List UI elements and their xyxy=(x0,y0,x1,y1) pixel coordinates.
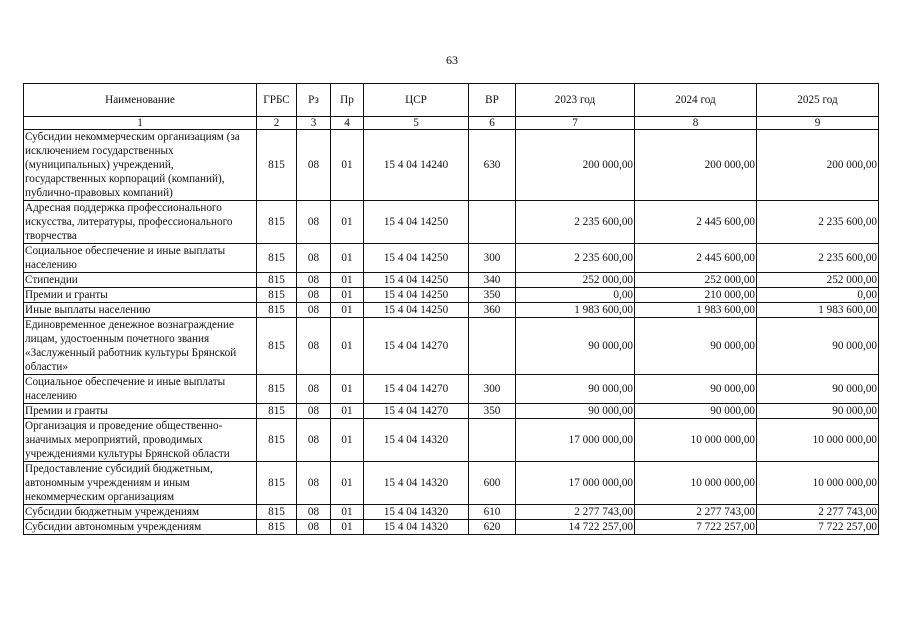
rz-cell: 08 xyxy=(297,273,331,288)
table-row xyxy=(24,318,879,375)
amount-2025-cell: 2 277 743,00 xyxy=(757,505,879,520)
row-name-cell: Премии и гранты xyxy=(24,288,257,303)
amount-2024-cell: 210 000,00 xyxy=(635,288,757,303)
vr-cell: 340 xyxy=(469,273,516,288)
row-name-cell: Единовременное денежное вознаграждение лицам, удостоенным почетного звания «Заслуженный работник культуры Брянской области» xyxy=(24,318,257,375)
col-number: 3 xyxy=(297,117,331,130)
amount-2023-cell: 0,00 xyxy=(516,288,635,303)
table-row xyxy=(24,520,879,535)
amount-2024-cell: 2 445 600,00 xyxy=(635,244,757,273)
rz-cell: 08 xyxy=(297,303,331,318)
table-row xyxy=(24,273,879,288)
csr-cell: 15 4 04 14250 xyxy=(364,288,469,303)
col-number: 7 xyxy=(516,117,635,130)
vr-cell: 630 xyxy=(469,130,516,201)
csr-cell: 15 4 04 14250 xyxy=(364,303,469,318)
csr-cell: 15 4 04 14320 xyxy=(364,419,469,462)
rz-cell: 08 xyxy=(297,419,331,462)
col-header-grbs: ГРБС xyxy=(257,84,297,117)
amount-2023-cell: 17 000 000,00 xyxy=(516,462,635,505)
amount-2024-cell: 200 000,00 xyxy=(635,130,757,201)
table-row xyxy=(24,404,879,419)
pr-cell: 01 xyxy=(331,404,364,419)
row-name-cell: Организация и проведение общественно-значимых мероприятий, проводимых учреждениями культуры Брянской области xyxy=(24,419,257,462)
pr-cell: 01 xyxy=(331,244,364,273)
pr-cell: 01 xyxy=(331,318,364,375)
pr-cell: 01 xyxy=(331,303,364,318)
pr-cell: 01 xyxy=(331,419,364,462)
table-row xyxy=(24,244,879,273)
row-name-cell: Иные выплаты населению xyxy=(24,303,257,318)
amount-2025-cell: 90 000,00 xyxy=(757,375,879,404)
amount-2024-cell: 90 000,00 xyxy=(635,404,757,419)
col-number: 1 xyxy=(24,117,257,130)
col-header-pr: Пр xyxy=(331,84,364,117)
csr-cell: 15 4 04 14270 xyxy=(364,375,469,404)
column-number-row xyxy=(24,117,879,130)
csr-cell: 15 4 04 14250 xyxy=(364,273,469,288)
amount-2025-cell: 2 235 600,00 xyxy=(757,244,879,273)
row-name-cell: Субсидии бюджетным учреждениям xyxy=(24,505,257,520)
amount-2025-cell: 0,00 xyxy=(757,288,879,303)
row-name-cell: Адресная поддержка профессионального искусства, литературы, профессионального творчества xyxy=(24,201,257,244)
amount-2023-cell: 1 983 600,00 xyxy=(516,303,635,318)
rz-cell: 08 xyxy=(297,404,331,419)
grbs-cell: 815 xyxy=(257,201,297,244)
grbs-cell: 815 xyxy=(257,505,297,520)
amount-2025-cell: 90 000,00 xyxy=(757,318,879,375)
vr-cell: 350 xyxy=(469,288,516,303)
row-name-cell: Субсидии автономным учреждениям xyxy=(24,520,257,535)
amount-2023-cell: 90 000,00 xyxy=(516,404,635,419)
row-name-cell: Социальное обеспечение и иные выплаты населению xyxy=(24,375,257,404)
grbs-cell: 815 xyxy=(257,130,297,201)
rz-cell: 08 xyxy=(297,288,331,303)
grbs-cell: 815 xyxy=(257,375,297,404)
grbs-cell: 815 xyxy=(257,404,297,419)
vr-cell: 620 xyxy=(469,520,516,535)
amount-2023-cell: 200 000,00 xyxy=(516,130,635,201)
row-name-cell: Премии и гранты xyxy=(24,404,257,419)
csr-cell: 15 4 04 14250 xyxy=(364,244,469,273)
col-header-2024: 2024 год xyxy=(635,84,757,117)
pr-cell: 01 xyxy=(331,273,364,288)
amount-2025-cell: 1 983 600,00 xyxy=(757,303,879,318)
col-number: 5 xyxy=(364,117,469,130)
csr-cell: 15 4 04 14320 xyxy=(364,520,469,535)
amount-2025-cell: 90 000,00 xyxy=(757,404,879,419)
rz-cell: 08 xyxy=(297,130,331,201)
col-header-vr: ВР xyxy=(469,84,516,117)
amount-2023-cell: 90 000,00 xyxy=(516,375,635,404)
csr-cell: 15 4 04 14320 xyxy=(364,462,469,505)
amount-2023-cell: 14 722 257,00 xyxy=(516,520,635,535)
amount-2023-cell: 2 235 600,00 xyxy=(516,244,635,273)
table-row xyxy=(24,201,879,244)
vr-cell: 600 xyxy=(469,462,516,505)
table-row xyxy=(24,462,879,505)
row-name-cell: Субсидии некоммерческим организациям (за исключением государственных (муниципальных) учреждений, государственных корпораций (компаний), публично-правовых компаний) xyxy=(24,130,257,201)
vr-cell xyxy=(469,201,516,244)
amount-2025-cell: 200 000,00 xyxy=(757,130,879,201)
amount-2024-cell: 2 445 600,00 xyxy=(635,201,757,244)
row-name-cell: Социальное обеспечение и иные выплаты населению xyxy=(24,244,257,273)
csr-cell: 15 4 04 14270 xyxy=(364,318,469,375)
amount-2025-cell: 10 000 000,00 xyxy=(757,419,879,462)
csr-cell: 15 4 04 14320 xyxy=(364,505,469,520)
vr-cell xyxy=(469,419,516,462)
amount-2025-cell: 7 722 257,00 xyxy=(757,520,879,535)
amount-2024-cell: 7 722 257,00 xyxy=(635,520,757,535)
amount-2024-cell: 252 000,00 xyxy=(635,273,757,288)
rz-cell: 08 xyxy=(297,505,331,520)
col-number: 6 xyxy=(469,117,516,130)
amount-2025-cell: 252 000,00 xyxy=(757,273,879,288)
col-header-2025: 2025 год xyxy=(757,84,879,117)
rz-cell: 08 xyxy=(297,520,331,535)
vr-cell: 350 xyxy=(469,404,516,419)
col-number: 4 xyxy=(331,117,364,130)
table-row xyxy=(24,130,879,201)
csr-cell: 15 4 04 14250 xyxy=(364,201,469,244)
amount-2023-cell: 2 235 600,00 xyxy=(516,201,635,244)
table-row xyxy=(24,419,879,462)
page-number: 63 xyxy=(446,53,458,67)
rz-cell: 08 xyxy=(297,318,331,375)
amount-2025-cell: 10 000 000,00 xyxy=(757,462,879,505)
table-row xyxy=(24,505,879,520)
grbs-cell: 815 xyxy=(257,419,297,462)
header-row xyxy=(24,84,879,117)
amount-2023-cell: 17 000 000,00 xyxy=(516,419,635,462)
rz-cell: 08 xyxy=(297,201,331,244)
grbs-cell: 815 xyxy=(257,244,297,273)
row-name-cell: Предоставление субсидий бюджетным, автономным учреждениям и иным некоммерческим организациям xyxy=(24,462,257,505)
pr-cell: 01 xyxy=(331,462,364,505)
table-row xyxy=(24,303,879,318)
pr-cell: 01 xyxy=(331,520,364,535)
col-header-name: Наименование xyxy=(24,84,257,117)
amount-2024-cell: 90 000,00 xyxy=(635,375,757,404)
pr-cell: 01 xyxy=(331,505,364,520)
pr-cell: 01 xyxy=(331,201,364,244)
vr-cell: 360 xyxy=(469,303,516,318)
csr-cell: 15 4 04 14240 xyxy=(364,130,469,201)
grbs-cell: 815 xyxy=(257,462,297,505)
csr-cell: 15 4 04 14270 xyxy=(364,404,469,419)
col-header-csr: ЦСР xyxy=(364,84,469,117)
col-number: 9 xyxy=(757,117,879,130)
rz-cell: 08 xyxy=(297,462,331,505)
col-number: 8 xyxy=(635,117,757,130)
grbs-cell: 815 xyxy=(257,318,297,375)
amount-2025-cell: 2 235 600,00 xyxy=(757,201,879,244)
row-name-cell: Стипендии xyxy=(24,273,257,288)
grbs-cell: 815 xyxy=(257,288,297,303)
pr-cell: 01 xyxy=(331,375,364,404)
vr-cell xyxy=(469,318,516,375)
table-row xyxy=(24,288,879,303)
grbs-cell: 815 xyxy=(257,273,297,288)
budget-table xyxy=(23,83,879,535)
vr-cell: 300 xyxy=(469,375,516,404)
amount-2023-cell: 2 277 743,00 xyxy=(516,505,635,520)
amount-2023-cell: 252 000,00 xyxy=(516,273,635,288)
amount-2023-cell: 90 000,00 xyxy=(516,318,635,375)
grbs-cell: 815 xyxy=(257,303,297,318)
col-header-rz: Рз xyxy=(297,84,331,117)
pr-cell: 01 xyxy=(331,130,364,201)
amount-2024-cell: 10 000 000,00 xyxy=(635,419,757,462)
rz-cell: 08 xyxy=(297,375,331,404)
amount-2024-cell: 2 277 743,00 xyxy=(635,505,757,520)
pr-cell: 01 xyxy=(331,288,364,303)
rz-cell: 08 xyxy=(297,244,331,273)
amount-2024-cell: 90 000,00 xyxy=(635,318,757,375)
table-body xyxy=(24,130,879,535)
amount-2024-cell: 1 983 600,00 xyxy=(635,303,757,318)
vr-cell: 300 xyxy=(469,244,516,273)
amount-2024-cell: 10 000 000,00 xyxy=(635,462,757,505)
table-row xyxy=(24,375,879,404)
col-header-2023: 2023 год xyxy=(516,84,635,117)
grbs-cell: 815 xyxy=(257,520,297,535)
col-number: 2 xyxy=(257,117,297,130)
vr-cell: 610 xyxy=(469,505,516,520)
